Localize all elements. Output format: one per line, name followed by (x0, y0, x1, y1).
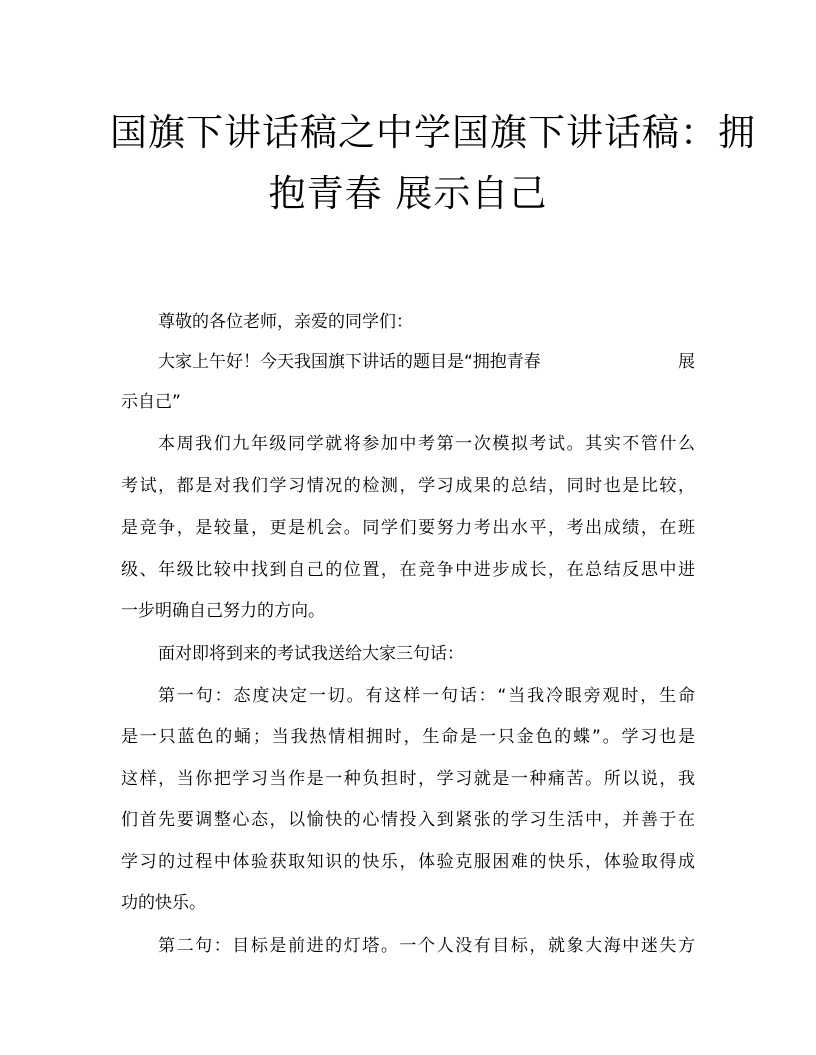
paragraph-2-line-4: 级、年级比较中找到自己的位置，在竞争中进步成长，在总结反思中进 (121, 560, 695, 580)
paragraph-3: 面对即将到来的考试我送给大家三句话： (158, 644, 464, 664)
paragraph-4-line-1: 第一句：态度决定一切。有这样一句话：“当我冷眼旁观时，生命 (158, 686, 695, 706)
paragraph-4-line-5: 学习的过程中体验获取知识的快乐，体验克服困难的快乐，体验取得成 (121, 852, 695, 872)
paragraph-1-line-1 (158, 352, 695, 372)
paragraph-1-line-1-left: 大家上午好！今天我国旗下讲话的题目是“拥抱青春 (158, 352, 541, 372)
document-title-line-2: 抱青春 展示自己 (268, 172, 548, 215)
paragraph-1-line-2: 示自己” (121, 392, 181, 412)
paragraph-2-line-3: 是竞争，是较量，更是机会。同学们要努力考出水平，考出成绩，在班 (121, 518, 695, 538)
paragraph-5-line-1: 第二句：目标是前进的灯塔。一个人没有目标，就象大海中迷失方 (158, 936, 695, 956)
paragraph-1-line-1-right: 展 (678, 352, 695, 372)
paragraph-4-line-2: 是一只蓝色的蛹；当我热情相拥时，生命是一只金色的蝶”。学习也是 (121, 727, 695, 747)
paragraph-2-line-2: 考试，都是对我们学习情况的检测，学习成果的总结，同时也是比较， (121, 476, 695, 496)
document-title-line-1: 国旗下讲话稿之中学国旗下讲话稿：拥 (110, 111, 756, 154)
salutation: 尊敬的各位老师，亲爱的同学们： (158, 312, 413, 332)
paragraph-2-line-1: 本周我们九年级同学就将参加中考第一次模拟考试。其实不管什么 (158, 434, 695, 454)
paragraph-4-line-4: 们首先要调整心态，以愉快的心情投入到紧张的学习生活中，并善于在 (121, 810, 695, 830)
paragraph-4-line-3: 这样，当你把学习当作是一种负担时，学习就是一种痛苦。所以说，我 (121, 769, 695, 789)
paragraph-2-line-5: 一步明确自己努力的方向。 (121, 601, 325, 621)
paragraph-4-line-6: 功的快乐。 (121, 893, 206, 913)
